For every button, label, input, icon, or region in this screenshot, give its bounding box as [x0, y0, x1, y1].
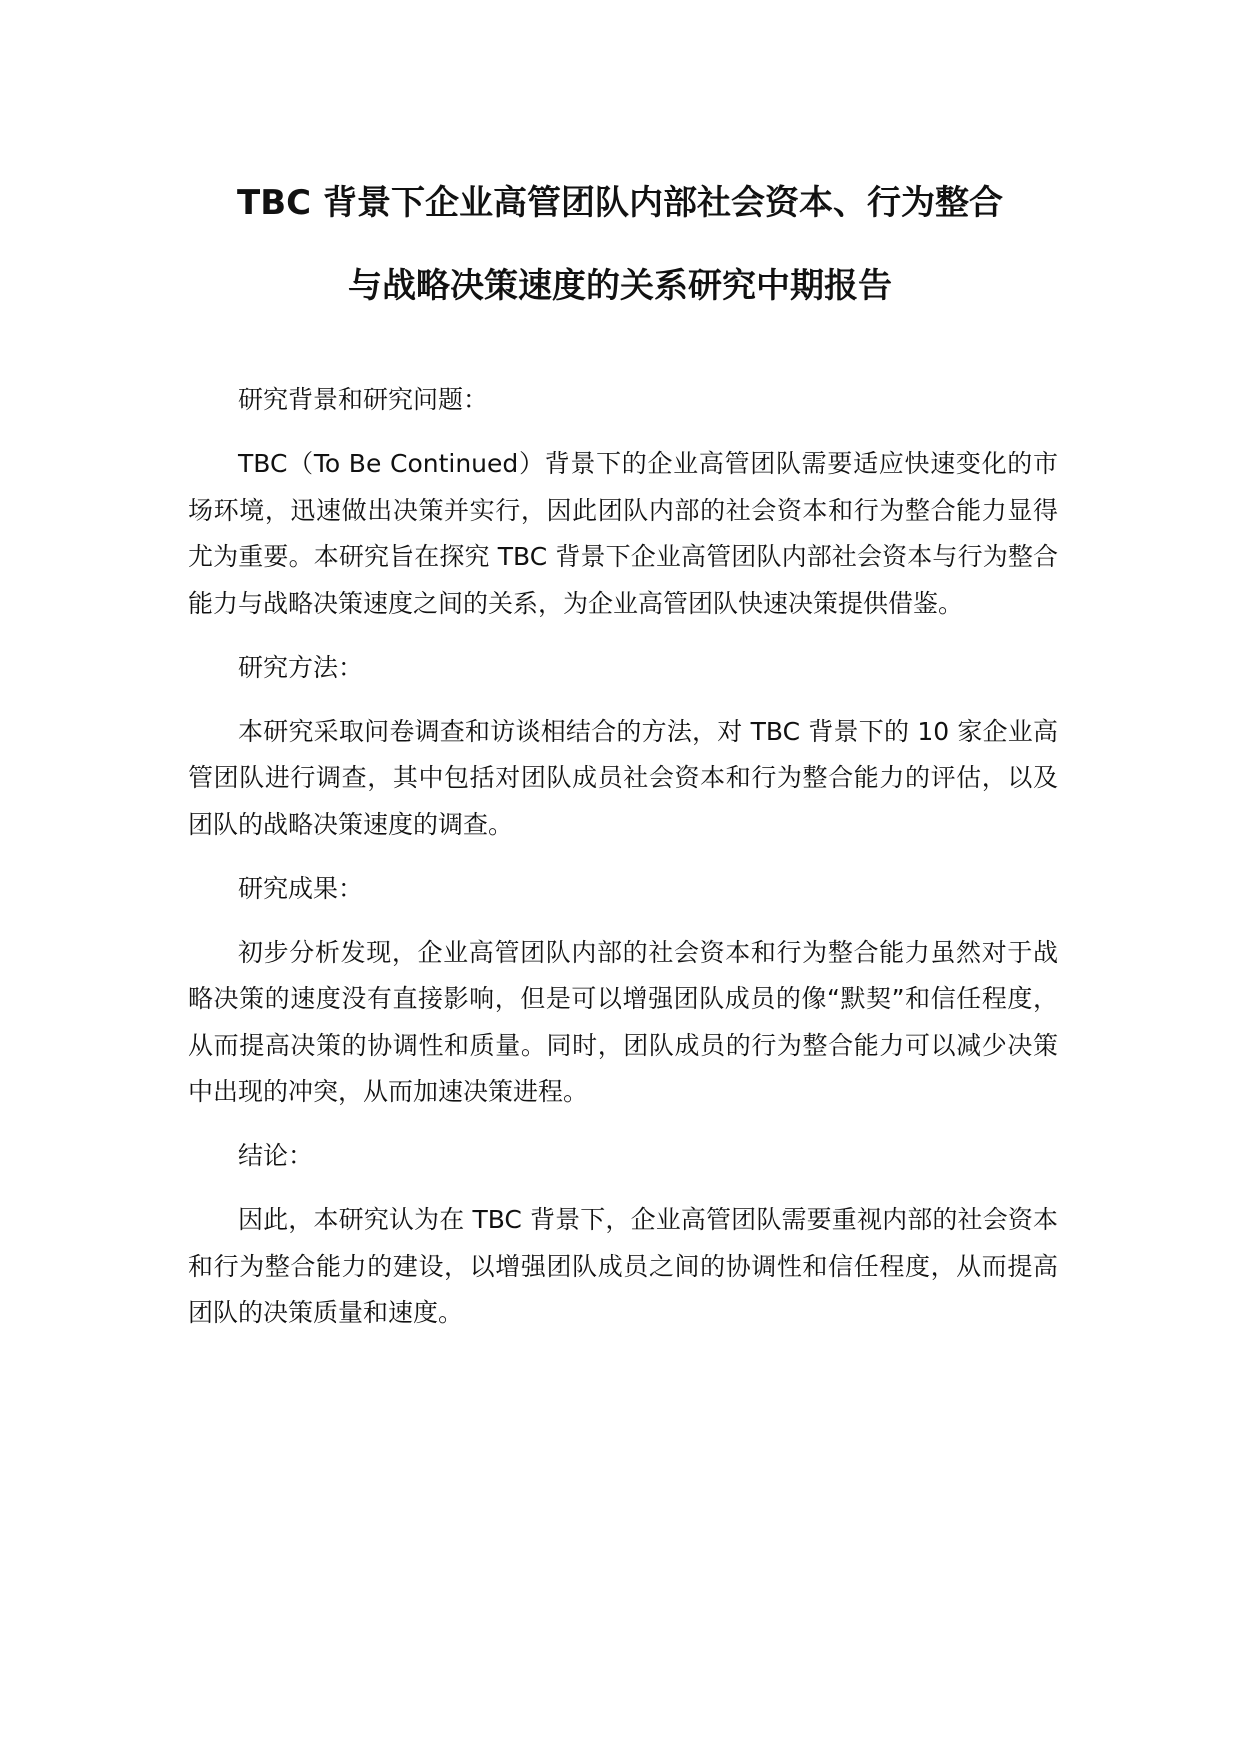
- document-body: [188, 377, 1058, 1354]
- section-paragraph-conclusion: 因此，本研究认为在 TBC 背景下，企业高管团队需要重视内部的社会资本和行为整合能力的建设，以增强团队成员之间的协调性和信任程度，从而提高团队的决策质量和速度。: [188, 1205, 1058, 1327]
- section-heading-method: 研究方法：: [238, 652, 364, 682]
- section-heading-background: 研究背景和研究问题：: [238, 385, 489, 414]
- section-paragraph-background: TBC（To Be Continued）背景下的企业高管团队需要适应快速变化的市场环境，迅速做出决策并实行，因此团队内部的社会资本和行为整合能力显得尤为重要。本研究旨在探究 TBC 背景下企业高管团队内部社会资本与行为整合能力与战略决策速度之间的关系，为企业高管团队快速决策提供借鉴。: [188, 449, 1058, 618]
- section-paragraph-results: 初步分析发现，企业高管团队内部的社会资本和行为整合能力虽然对于战略决策的速度没有直接影响，但是可以增强团队成员的像“默契”和信任程度，从而提高决策的协调性和质量。同时，团队成员的行为整合能力可以减少决策中出现的冲突，从而加速决策进程。: [188, 937, 1058, 1106]
- document-title-line-2: 与战略决策速度的关系研究中期报告: [348, 266, 892, 306]
- section-heading-results: 研究成果：: [238, 873, 364, 903]
- section-heading-conclusion: 结论：: [238, 1141, 314, 1170]
- section-paragraph-method: 本研究采取问卷调查和访谈相结合的方法，对 TBC 背景下的 10 家企业高管团队进行调查，其中包括对团队成员社会资本和行为整合能力的评估，以及团队的战略决策速度的调查。: [188, 716, 1058, 839]
- document-title-line-1: TBC 背景下企业高管团队内部社会资本、行为整合: [237, 183, 1003, 223]
